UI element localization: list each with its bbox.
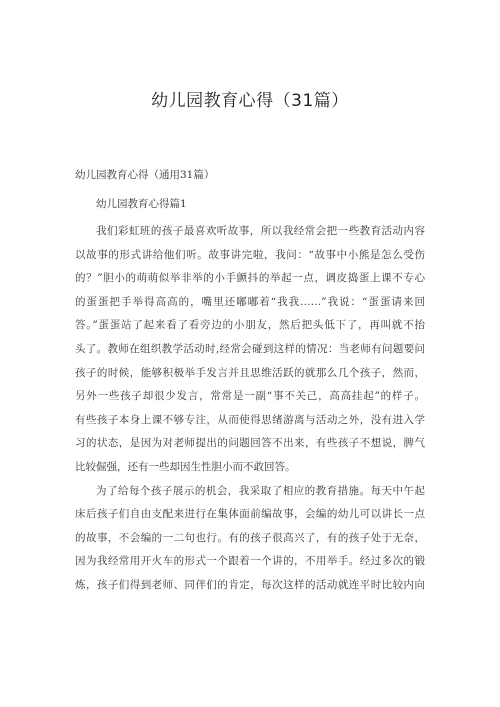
section-heading: 幼儿园教育心得篇1 — [96, 198, 187, 210]
paragraph-line: 比较倔强，还有一些却因生性胆小而不敢回答。 — [75, 460, 296, 473]
body-text — [75, 220, 425, 598]
paragraph-line: 炼，孩子们得到老师、同伴们的肯定，每次这样的活动就连平时比较内向 — [75, 578, 425, 591]
paragraph-line: 另外一些孩子却很少发言，常常是一副“事不关己，高高挂起”的样子。 — [75, 390, 425, 403]
paragraph-line: 答。”蛋蛋站了起来看了看旁边的小朋友，然后把头低下了，再叫就不抬 — [75, 319, 425, 332]
paragraph-line: 的故事，不会编的一二句也行。有的孩子很高兴了，有的孩子处于无奈， — [75, 531, 425, 544]
paragraph-line: 因为我经常用开火车的形式一个跟着一个讲的，不用举手。经过多次的锻 — [75, 555, 425, 568]
paragraph-line: 我们彩虹班的孩子最喜欢听故事，所以我经常会把一些教育活动内容 — [96, 225, 425, 237]
paragraph-line: 孩子的时候，能够积极举手发言并且思维活跃的就那么几个孩子，然而， — [75, 366, 425, 379]
paragraph-line: 有些孩子本身上课不够专注，从而使得思绪游离与活动之外，没有进入学 — [75, 413, 425, 426]
document-subtitle: 幼儿园教育心得（通用31篇） — [75, 169, 215, 181]
paragraph-line: 床后孩子们自由支配来进行在集体面前编故事，会编的幼儿可以讲长一点 — [75, 508, 425, 521]
paragraph-2 — [75, 480, 425, 598]
paragraph-line: 头了。教师在组织教学活动时,经常会碰到这样的情况：当老师有问题要问 — [75, 342, 425, 355]
paragraph-line: 以故事的形式讲给他们听。故事讲完啦，我问：“故事中小熊是怎么受伤 — [75, 248, 425, 261]
document-title: 幼儿园教育心得（31篇） — [151, 91, 349, 111]
paragraph-line: 为了给每个孩子展示的机会，我采取了相应的教育措施。每天中午起 — [96, 484, 425, 497]
paragraph-line: 习的状态，是因为对老师提出的问题回答不出来，有些孩子不想说，脾气 — [75, 437, 425, 450]
paragraph-line: 的？”胆小的萌萌似举非举的小手颤抖的举起一点，调皮捣蛋上课不专心 — [75, 272, 425, 285]
paragraph-line: 的蛋蛋把手举得高高的，嘴里还嘟嘟着“我我……”我说：“蛋蛋请来回 — [75, 295, 425, 308]
paragraph-1 — [75, 220, 425, 480]
